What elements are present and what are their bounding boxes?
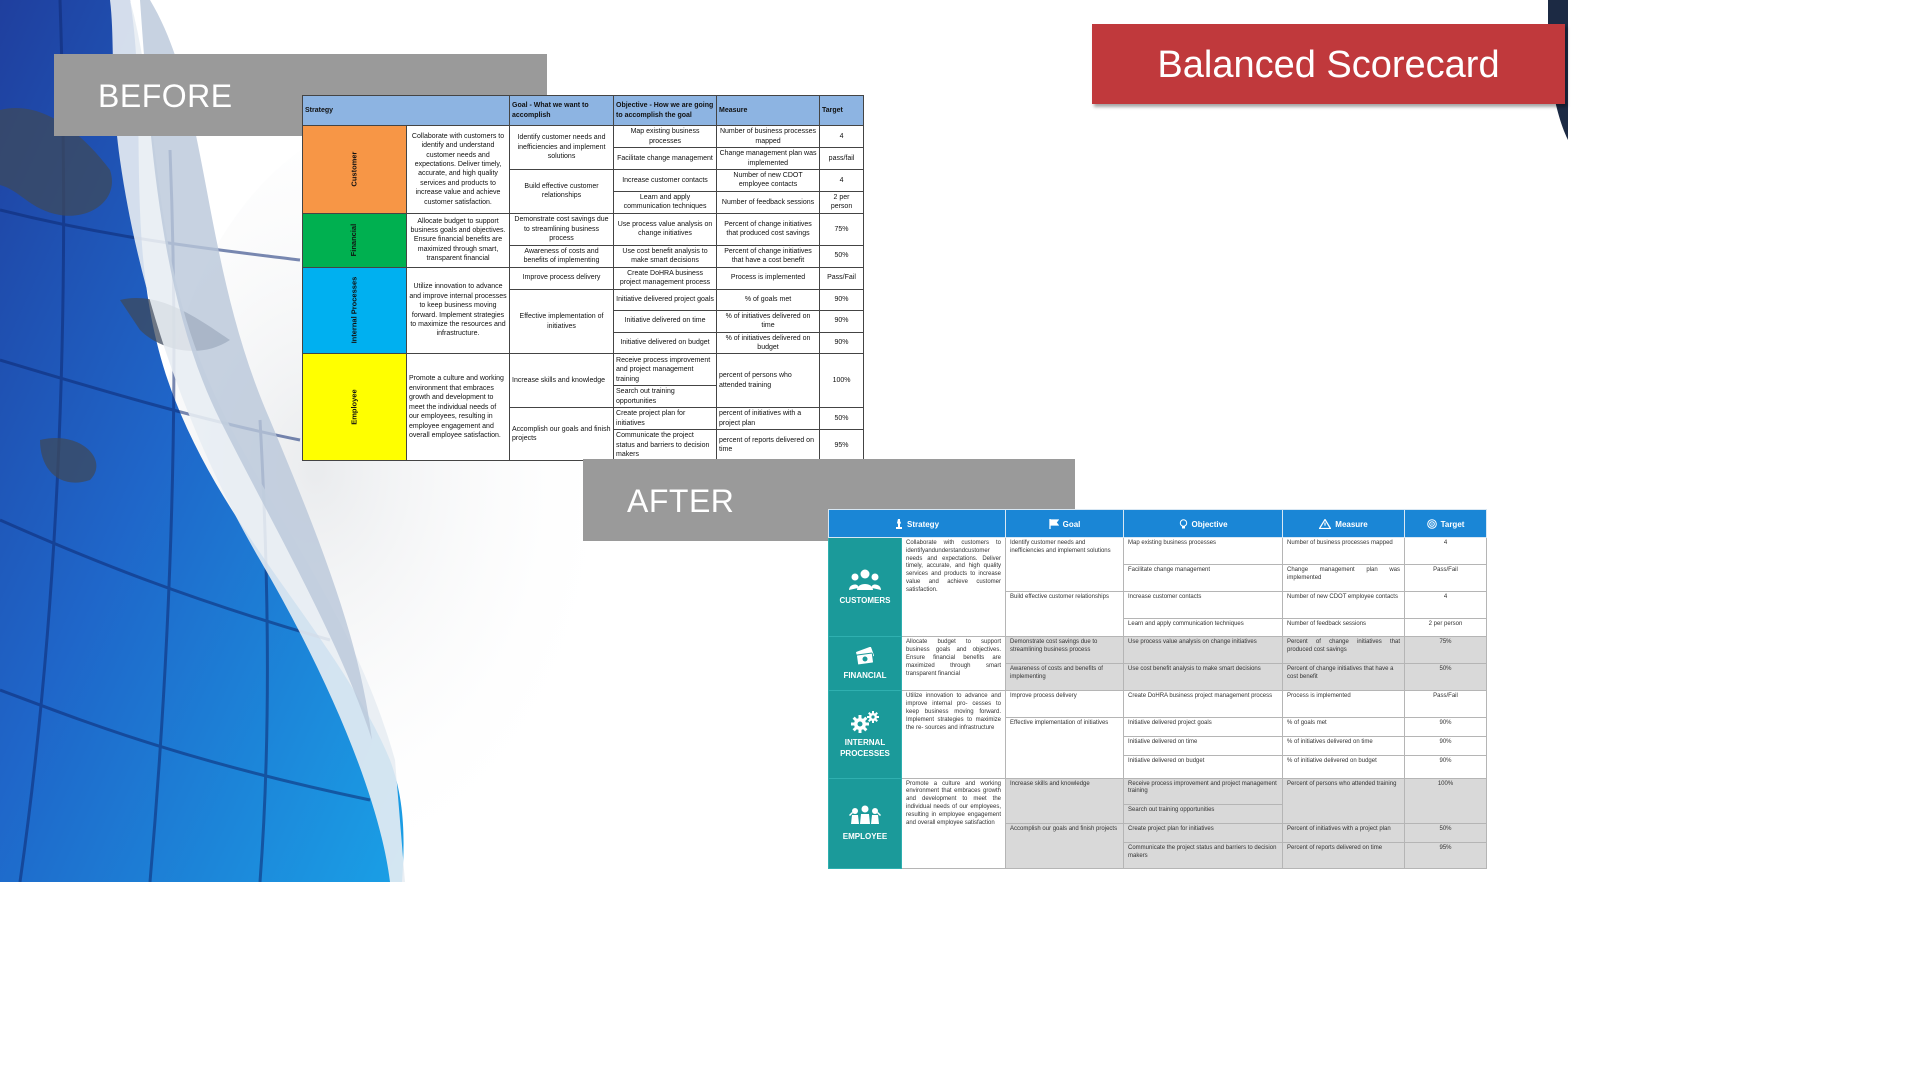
measure-cell: Process is implemented — [1283, 691, 1405, 717]
goal-cell: Awareness of costs and benefits of implementing — [510, 245, 614, 267]
perspective-customer: Customer — [303, 126, 407, 214]
objective-cell: Map existing business processes — [614, 126, 717, 148]
table-row — [829, 637, 1487, 664]
header-objective: Objective - How we are going to accomplish the goal — [614, 96, 717, 126]
perspective-internal: Internal Processes — [303, 267, 407, 354]
measure-cell: percent of initiatives with a project plan — [717, 408, 820, 430]
objective-cell: Initiative delivered on budget — [1124, 755, 1283, 778]
perspective-financial: FINANCIAL — [829, 637, 902, 691]
objective-cell: Initiative delivered project goals — [614, 289, 717, 310]
target-cell: Pass/Fail — [1405, 691, 1487, 717]
goal-cell: Effective implementation of initiatives — [1006, 717, 1124, 778]
objective-cell: Search out training opportunities — [614, 386, 717, 408]
objective-cell: Facilitate change management — [614, 148, 717, 170]
gears-icon — [849, 710, 881, 734]
objective-cell: Communicate the project status and barriers to decision makers — [1124, 842, 1283, 868]
strategy-cell: Allocate budget to support business goals and objectives. Ensure financial benefits are maximized through smart, transparent financial — [407, 213, 510, 267]
measure-cell: Percent of reports delivered on time — [1283, 842, 1405, 868]
goal-cell: Improve process delivery — [1006, 691, 1124, 717]
header-strategy: Strategy — [303, 96, 510, 126]
perspective-internal-processes: INTERNAL PROCESSES — [829, 691, 902, 778]
table-row — [829, 778, 1487, 804]
objective-cell: Initiative delivered on budget — [614, 332, 717, 354]
goal-cell: Demonstrate cost savings due to streamlining business process — [510, 213, 614, 245]
strategy-cell: Promote a culture and working environment that embraces growth and development to meet the individual needs of our employees, resulting in employee engagement and overall employee satisfaction — [902, 778, 1006, 868]
table-row — [829, 538, 1487, 565]
target-cell: 90% — [1405, 717, 1487, 736]
objective-cell: Initiative delivered on time — [614, 310, 717, 332]
target-icon — [1427, 519, 1437, 529]
strategy-cell: Collaborate with customers to identify and understand customer needs and expectations. Deliver timely, accurate, and high quality services and products to increase value and achieve customer satisfaction. — [407, 126, 510, 214]
header-measure: Measure — [717, 96, 820, 126]
target-cell: 90% — [820, 289, 864, 310]
header-goal: Goal - What we want to accomplish — [510, 96, 614, 126]
people-group-icon — [849, 568, 881, 592]
goal-cell: Effective implementation of initiatives — [510, 289, 614, 354]
measure-cell: Number of new CDOT employee contacts — [1283, 592, 1405, 619]
objective-cell: Initiative delivered project goals — [1124, 717, 1283, 736]
target-cell: 4 — [820, 170, 864, 192]
objective-cell: Facilitate change management — [1124, 565, 1283, 592]
objective-cell: Use process value analysis on change initiatives — [614, 213, 717, 245]
target-cell: 2 per person — [1405, 619, 1487, 637]
after-scorecard — [828, 509, 1486, 869]
goal-cell: Accomplish our goals and finish projects — [510, 408, 614, 461]
measure-cell: Number of feedback sessions — [1283, 619, 1405, 637]
after-label: AFTER — [583, 459, 1075, 541]
objective-cell: Initiative delivered on time — [1124, 736, 1283, 755]
measure-cell: Process is implemented — [717, 267, 820, 289]
goal-cell: Identify customer needs and inefficiencies and implement solutions — [510, 126, 614, 170]
strategy-cell: Utilize innovation to advance and improve internal pro- cesses to keep business moving forward. Implement strategies to maximize the re- sources and infrastructure — [902, 691, 1006, 778]
measure-cell: Number of feedback sessions — [717, 191, 820, 213]
measure-cell: Percent of change initiatives that produced cost savings — [717, 213, 820, 245]
perspective-customers: CUSTOMERS — [829, 538, 902, 637]
measure-cell: Change management plan was implemented — [717, 148, 820, 170]
objective-cell: Use cost benefit analysis to make smart decisions — [1124, 664, 1283, 691]
header-objective: Objective — [1124, 510, 1283, 538]
target-cell: 50% — [820, 408, 864, 430]
perspective-employee: Employee — [303, 354, 407, 461]
goal-cell: Build effective customer relationships — [1006, 592, 1124, 637]
measure-cell: % of initiative delivered on budget — [1283, 755, 1405, 778]
goal-cell: Improve process delivery — [510, 267, 614, 289]
objective-cell: Use process value analysis on change initiatives — [1124, 637, 1283, 664]
objective-cell: Learn and apply communication techniques — [614, 191, 717, 213]
objective-cell: Receive process improvement and project management training — [1124, 778, 1283, 804]
table-row — [303, 267, 864, 289]
team-icon — [849, 804, 881, 828]
objective-cell: Map existing business processes — [1124, 538, 1283, 565]
lightbulb-icon — [1179, 519, 1188, 529]
header-goal: Goal — [1006, 510, 1124, 538]
measure-cell: Percent of change initiatives that have a cost benefit — [1283, 664, 1405, 691]
warning-triangle-icon — [1319, 519, 1331, 529]
table-row — [303, 354, 864, 386]
table-header-row — [829, 510, 1487, 538]
goal-cell: Identify customer needs and inefficiencies and implement solutions — [1006, 538, 1124, 592]
perspective-financial: Financial — [303, 213, 407, 267]
target-cell: Pass/Fail — [1405, 565, 1487, 592]
strategy-cell: Utilize innovation to advance and improve internal processes to keep business moving forward. Implement strategies to maximize the resources and infrastructure. — [407, 267, 510, 354]
goal-cell: Build effective customer relationships — [510, 170, 614, 214]
target-cell: 50% — [1405, 823, 1487, 842]
target-cell: 4 — [1405, 538, 1487, 565]
table-row — [829, 691, 1487, 717]
objective-cell: Learn and apply communication techniques — [1124, 619, 1283, 637]
measure-cell: Number of business processes mapped — [717, 126, 820, 148]
target-cell: 50% — [820, 245, 864, 267]
header-target: Target — [820, 96, 864, 126]
goal-cell: Increase skills and knowledge — [510, 354, 614, 408]
target-cell: 2 per person — [820, 191, 864, 213]
measure-cell: Change management plan was implemented — [1283, 565, 1405, 592]
chess-icon — [895, 519, 903, 529]
table-header-row — [303, 96, 864, 126]
title-banner: Balanced Scorecard — [1092, 24, 1565, 104]
money-icon — [854, 647, 876, 667]
header-target: Target — [1405, 510, 1487, 538]
measure-cell: % of goals met — [717, 289, 820, 310]
goal-cell: Demonstrate cost savings due to streamlining business process — [1006, 637, 1124, 664]
target-cell: 75% — [1405, 637, 1487, 664]
target-cell: 90% — [1405, 736, 1487, 755]
header-strategy: Strategy — [829, 510, 1006, 538]
before-scorecard-table — [302, 95, 864, 461]
objective-cell: Create DoHRA business project management process — [1124, 691, 1283, 717]
objective-cell: Create DoHRA business project management process — [614, 267, 717, 289]
table-row — [303, 213, 864, 245]
target-cell: Pass/Fail — [820, 267, 864, 289]
header-measure: Measure — [1283, 510, 1405, 538]
objective-cell: Search out training opportunities — [1124, 804, 1283, 823]
flag-icon — [1049, 519, 1059, 529]
objective-cell: Increase customer contacts — [1124, 592, 1283, 619]
measure-cell: Number of business processes mapped — [1283, 538, 1405, 565]
target-cell: 100% — [1405, 778, 1487, 823]
target-cell: 95% — [820, 430, 864, 461]
target-cell: 50% — [1405, 664, 1487, 691]
measure-cell: % of initiatives delivered on time — [1283, 736, 1405, 755]
measure-cell: Percent of change initiatives that produced cost savings — [1283, 637, 1405, 664]
measure-cell: percent of reports delivered on time — [717, 430, 820, 461]
measure-cell: % of initiatives delivered on budget — [717, 332, 820, 354]
target-cell: 90% — [820, 332, 864, 354]
objective-cell: Increase customer contacts — [614, 170, 717, 192]
measure-cell: Percent of persons who attended training — [1283, 778, 1405, 823]
measure-cell: % of goals met — [1283, 717, 1405, 736]
target-cell: pass/fail — [820, 148, 864, 170]
target-cell: 4 — [820, 126, 864, 148]
goal-cell: Awareness of costs and benefits of implementing — [1006, 664, 1124, 691]
measure-cell: Number of new CDOT employee contacts — [717, 170, 820, 192]
objective-cell: Create project plan for initiatives — [1124, 823, 1283, 842]
strategy-cell: Collaborate with customers to identifyandunderstandcustomer needs and expectations. Deliver timely, accurate, and high quality services and products to increase value and achieve customer satisfaction. — [902, 538, 1006, 637]
objective-cell: Receive process improvement and project management training — [614, 354, 717, 386]
perspective-employee: EMPLOYEE — [829, 778, 902, 868]
objective-cell: Communicate the project status and barriers to decision makers — [614, 430, 717, 461]
table-row — [303, 126, 864, 148]
after-scorecard-table — [828, 509, 1487, 869]
objective-cell: Use cost benefit analysis to make smart decisions — [614, 245, 717, 267]
before-label: BEFORE — [54, 54, 547, 136]
measure-cell: Percent of initiatives with a project plan — [1283, 823, 1405, 842]
goal-cell: Increase skills and knowledge — [1006, 778, 1124, 823]
objective-cell: Create project plan for initiatives — [614, 408, 717, 430]
measure-cell: % of initiatives delivered on time — [717, 310, 820, 332]
target-cell: 4 — [1405, 592, 1487, 619]
target-cell: 95% — [1405, 842, 1487, 868]
target-cell: 90% — [1405, 755, 1487, 778]
goal-cell: Accomplish our goals and finish projects — [1006, 823, 1124, 868]
measure-cell: percent of persons who attended training — [717, 354, 820, 408]
strategy-cell: Allocate budget to support business goals and objectives. Ensure financial benefits are maximized through smart transparent financial — [902, 637, 1006, 691]
measure-cell: Percent of change initiatives that have a cost benefit — [717, 245, 820, 267]
target-cell: 90% — [820, 310, 864, 332]
target-cell: 75% — [820, 213, 864, 245]
target-cell: 100% — [820, 354, 864, 408]
strategy-cell: Promote a culture and working environment that embraces growth and development to meet the individual needs of our employees, resulting in employee engagement and overall employee satisfaction. — [407, 354, 510, 461]
